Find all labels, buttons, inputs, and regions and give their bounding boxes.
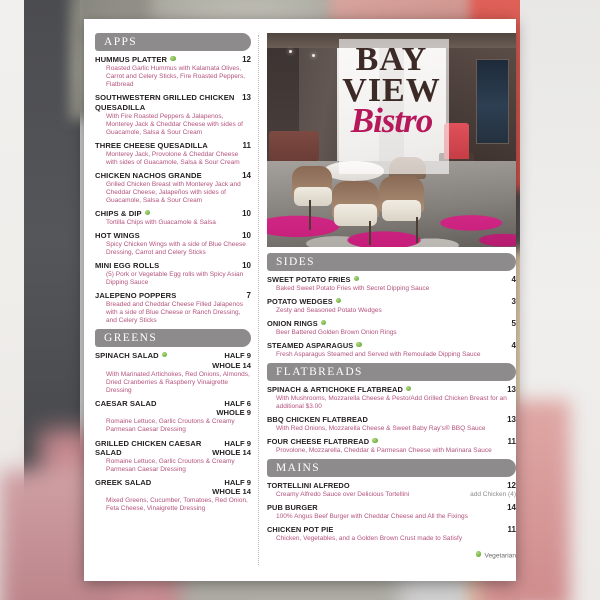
price-whole: WHOLE 14	[212, 447, 251, 457]
menu-item-name: JALEPENO POPPERS	[95, 291, 177, 301]
menu-item-description: Tortilla Chips with Guacamole & Salsa	[106, 218, 216, 226]
price-half: HALF 6	[224, 399, 251, 409]
menu-item-description: Mixed Greens, Cucumber, Tomatoes, Red Onion, Feta Cheese, Vinaigrette Dressing	[106, 497, 248, 513]
menu-item	[95, 478, 251, 514]
section-header-sides: SIDES	[267, 253, 516, 271]
menu-item-price: 7	[246, 291, 251, 301]
menu-item-name: HUMMUS PLATTER	[95, 55, 242, 64]
menu-item-price: 13	[507, 385, 516, 394]
menu-item	[95, 399, 251, 435]
left-column	[95, 33, 251, 518]
logo-line-1: BAY	[355, 40, 428, 78]
menu-item-description: Chicken, Vegetables, and a Golden Brown Crust made to Satisfy	[276, 535, 463, 542]
menu-item-price: 4	[511, 275, 516, 284]
menu-item-price: 3	[511, 297, 516, 306]
menu-item-name: SOUTHWESTERN GRILLED CHICKEN QUESADILLA	[95, 93, 235, 112]
menu-item-price: 12	[507, 481, 516, 491]
column-divider	[258, 35, 259, 565]
price-half: HALF 9	[224, 351, 251, 361]
menu-item	[267, 415, 516, 433]
menu-item	[95, 55, 251, 89]
menu-item-price: 11	[507, 437, 516, 447]
restaurant-photo	[267, 33, 516, 247]
menu-item	[267, 481, 516, 499]
menu-item-portion-prices	[212, 478, 251, 497]
price-whole: WHOLE 14	[212, 360, 251, 370]
menu-item-name: CHICKEN POT PIE	[267, 525, 334, 535]
menu-item	[267, 503, 516, 521]
logo-line-2: VIEW	[342, 71, 441, 109]
leaf-icon	[406, 386, 412, 392]
menu-item-description: Romaine Lettuce, Garlic Croutons & Creamy Parmesan Caesar Dressing	[106, 457, 235, 473]
menu-item-price: 14	[242, 170, 251, 180]
leaf-icon	[356, 342, 362, 348]
menu-item-price: 5	[511, 319, 516, 328]
menu-item-description: 100% Angus Beef Burger with Cheddar Cheese and All the Fixings	[276, 513, 468, 520]
leaf-icon	[476, 551, 482, 557]
menu-item-price: 14	[507, 503, 516, 513]
menu-item-name: THREE CHEESE QUESADILLA	[95, 140, 208, 150]
menu-item	[95, 351, 251, 395]
menu-item-price: 11	[242, 140, 251, 150]
menu-item-description: Beer Battered Golden Brown Onion Rings	[276, 328, 397, 336]
menu-item-name: BBQ CHICKEN FLATBREAD	[267, 415, 368, 425]
menu-item-description: Provolone, Mozzarella, Cheddar & Parmesan Cheese with Marinara Sauce	[276, 447, 492, 454]
leaf-icon	[170, 56, 176, 62]
menu-item-description: Grilled Chicken Breast with Monterey Jack and Cheddar Cheese, Jalapeños with sides of Guacamole, Salsa & Sour Cream	[106, 180, 241, 204]
menu-item-name: CHIPS & DIP	[95, 209, 242, 218]
section-header-apps: APPS	[95, 33, 251, 51]
section-header-mains: MAINS	[267, 459, 516, 477]
menu-item	[95, 261, 251, 287]
menu-item-name: SPINACH & ARTICHOKE FLATBREAD	[267, 385, 507, 394]
menu-item-description: Fresh Asparagus Steamed and Served with Remoulade Dipping Sauce	[276, 350, 481, 358]
menu-item	[95, 291, 251, 325]
leaf-icon	[336, 298, 342, 304]
menu-item	[267, 275, 516, 293]
menu-item-name: CAESAR SALAD	[95, 399, 157, 409]
menu-item-description: Romaine Lettuce, Garlic Croutons & Creamy Parmesan Caesar Dressing	[106, 418, 235, 434]
price-whole: WHOLE 9	[216, 408, 251, 418]
menu-item	[267, 525, 516, 543]
menu-item-price: 12	[242, 55, 251, 64]
price-half: HALF 9	[224, 438, 251, 448]
menu-item-name: MINI EGG ROLLS	[95, 261, 160, 271]
price-half: HALF 9	[224, 478, 251, 488]
menu-item-description: Zesty and Seasoned Potato Wedges	[276, 306, 382, 314]
menu-item-description: Creamy Alfredo Sauce over Delicious Tortellini	[276, 491, 410, 498]
menu-item-price: 10	[242, 209, 251, 219]
menu-item-description: Baked Sweet Potato Fries with Secret Dipping Sauce	[276, 284, 430, 292]
leaf-icon	[354, 276, 360, 282]
menu-item	[95, 93, 251, 137]
menu-item-name: GREEK SALAD	[95, 478, 152, 488]
menu-item	[95, 231, 251, 257]
menu-item-description: Monterey Jack, Provolone & Cheddar Cheese with sides of Guacamole, Salsa & Sour Cream	[106, 150, 240, 166]
menu-item-name: SPINACH SALAD	[95, 351, 212, 360]
menu-item	[267, 385, 516, 411]
menu-item	[267, 297, 516, 315]
menu-item	[95, 141, 251, 167]
menu-item-name: TORTELLINI ALFREDO	[267, 481, 350, 491]
vegetarian-legend-label: Vegetarian	[484, 552, 516, 560]
menu-item-description: (5) Pork or Vegetable Egg rolls with Spicy Asian Dipping Sauce	[106, 271, 244, 287]
menu-item-price: 10	[242, 261, 251, 271]
menu-item-portion-prices	[216, 399, 251, 418]
menu-item	[267, 437, 516, 455]
menu-item-addon: add Chicken (4)	[470, 490, 516, 498]
menu-item-description: Spicy Chicken Wings with a side of Blue Cheese Dressing, Carrot and Celery Sticks	[106, 240, 246, 257]
menu-item-name: CHICKEN NACHOS GRANDE	[95, 170, 202, 180]
menu-item-name: STEAMED ASPARAGUS	[267, 341, 512, 350]
menu-item-price: 13	[507, 415, 516, 425]
menu-page	[84, 19, 516, 581]
section-header-greens: GREENS	[95, 329, 251, 347]
menu-item-price: 4	[511, 341, 516, 350]
menu-item	[95, 209, 251, 227]
logo-script-bistro: Bistro	[350, 100, 433, 140]
menu-item-description: Breaded and Cheddar Cheese Filled Jalapenos with a side of Blue Cheese or Ranch Dressing, and Celery Sticks	[106, 301, 243, 325]
menu-item-description: Roasted Garlic Hummus with Kalamata Olives, Carrot and Celery Sticks, Fire Roasted Peppers, Flatbread	[106, 64, 246, 89]
menu-item	[267, 341, 516, 359]
menu-item-description: With Mushrooms, Mozzarella Cheese & Pesto/Add Grilled Chicken Breast for an additional $3.00	[276, 394, 507, 410]
menu-item-name: ONION RINGS	[267, 319, 512, 328]
leaf-icon	[162, 352, 168, 358]
menu-item-portion-prices	[212, 351, 251, 370]
menu-item-name: SWEET POTATO FRIES	[267, 275, 512, 284]
menu-item-name: PUB BURGER	[267, 503, 318, 513]
menu-item-name: GRILLED CHICKEN CAESAR SALAD	[95, 438, 202, 457]
menu-item-name: HOT WINGS	[95, 231, 140, 241]
menu-item-description: With Fire Roasted Peppers & Jalapenos, Monterey Jack & Cheddar Cheese with sides of Guacamole, Salsa & Sour Cream	[106, 112, 243, 136]
menu-item-name: FOUR CHEESE FLATBREAD	[267, 437, 508, 446]
menu-item-portion-prices	[212, 439, 251, 458]
menu-item-name: POTATO WEDGES	[267, 297, 512, 306]
price-whole: WHOLE 14	[212, 487, 251, 497]
vegetarian-legend	[267, 551, 516, 560]
menu-item-price: 13	[242, 93, 251, 103]
leaf-icon	[145, 210, 151, 216]
restaurant-logo	[267, 40, 516, 140]
menu-item	[267, 319, 516, 337]
menu-item	[95, 171, 251, 205]
menu-item	[95, 439, 251, 475]
leaf-icon	[321, 320, 327, 326]
menu-item-description: With Red Onions, Mozzarella Cheese & Sweet Baby Ray's® BBQ Sauce	[276, 425, 486, 432]
menu-item-price: 11	[507, 525, 516, 535]
section-header-flatbreads: FLATBREADS	[267, 363, 516, 381]
menu-item-price: 10	[242, 231, 251, 241]
leaf-icon	[372, 438, 378, 444]
menu-item-description: With Marinated Artichokes, Red Onions, Almonds, Dried Cranberries & Raspberry Vinaigrette Dressing	[106, 370, 250, 394]
right-column	[267, 33, 516, 560]
